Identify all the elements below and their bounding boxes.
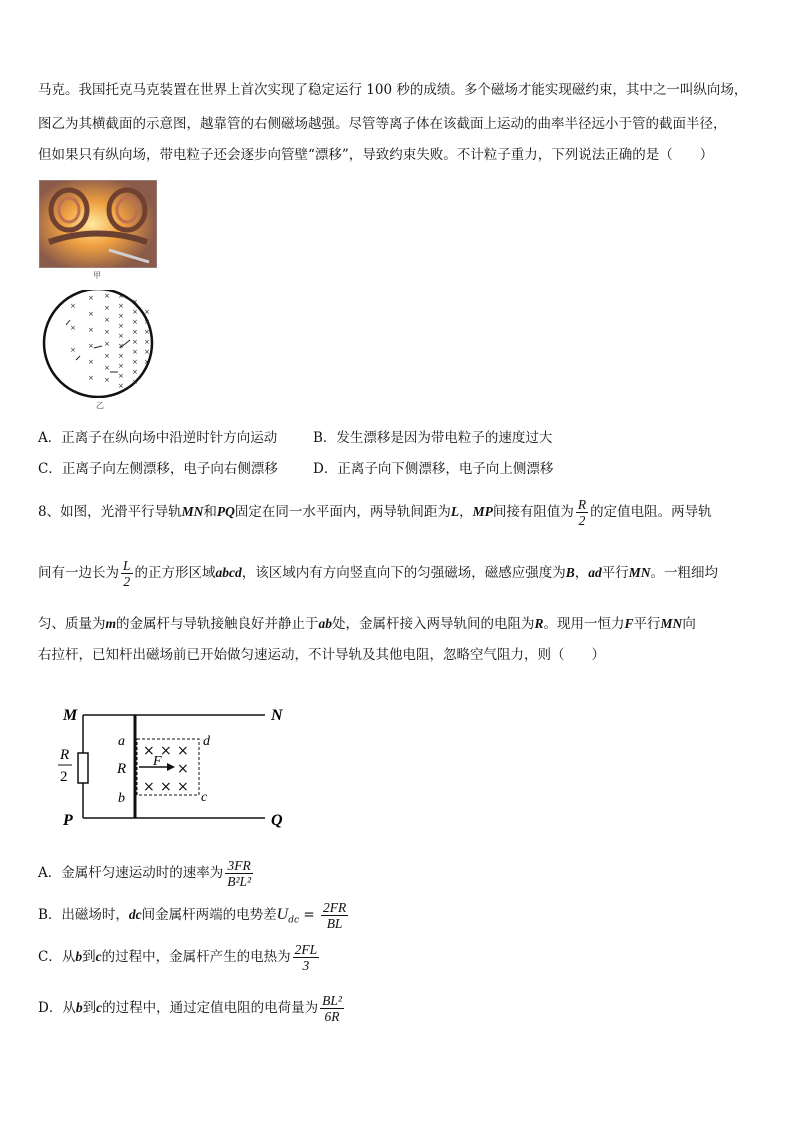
field-cross-mark: ×	[104, 364, 110, 372]
q7-stem-line3: 但如果只有纵向场，带电粒子还会逐步向管壁“漂移”，导致约束失败。不计粒子重力，下列说法正确的是（ ）	[38, 147, 714, 163]
q8-option-d: D．从b到c的过程中，通过定值电阻的电荷量为 $\frac{\text{BL²}}{6R}$	[38, 993, 342, 1024]
field-cross-mark: ×	[118, 372, 124, 380]
field-cross-mark: ×	[104, 304, 110, 312]
field-cross-mark: ×	[132, 378, 138, 386]
svg-text:×: ×	[177, 779, 189, 795]
field-cross-mark: ×	[118, 322, 124, 330]
label-c: c	[201, 790, 208, 805]
q7-option-c: C．正离子向左侧漂移，电子向右侧漂移	[38, 461, 278, 477]
field-cross-mark: ×	[70, 346, 76, 354]
field-cross-mark: ×	[104, 292, 110, 300]
svg-text:×: ×	[160, 743, 172, 759]
q8-option-c: C．从b到c的过程中，金属杆产生的电热为 $\frac{2FL}{3}$	[38, 942, 318, 973]
svg-text:×: ×	[143, 743, 155, 759]
label-d: d	[203, 734, 210, 749]
field-cross-mark: ×	[132, 368, 138, 376]
field-cross-mark: ×	[118, 332, 124, 340]
svg-text:×: ×	[177, 743, 189, 759]
cross-section-diagram	[40, 290, 162, 398]
q8-stem-line2: 间有一边长为 $\frac{L}{2}$ 的正方形区域abcd，该区域内有方向竖直向下的匀强磁场，磁感应强度为B，ad平行MN。一粗细均	[38, 558, 719, 589]
field-cross-mark: ×	[104, 376, 110, 384]
field-cross-mark: ×	[132, 338, 138, 346]
label-p: P	[63, 812, 73, 829]
field-cross-mark: ×	[118, 382, 124, 390]
field-cross-mark: ×	[144, 318, 150, 326]
field-cross-mark: ×	[144, 308, 150, 316]
q8-option-b: B．出磁场时，dc间金属杆两端的电势差$U_{dc}$ = $\frac{2FR}{BL}$	[38, 900, 347, 931]
field-cross-mark: ×	[88, 342, 94, 350]
field-cross-mark: ×	[88, 326, 94, 334]
field-cross-mark: ×	[132, 318, 138, 326]
tokamak-photo	[39, 180, 157, 268]
q7-option-a: A．正离子在纵向场中沿逆时针方向运动	[38, 430, 278, 446]
field-cross-mark: ×	[88, 310, 94, 318]
caption-yi: 乙	[96, 401, 104, 410]
label-r-rod: R	[117, 761, 127, 777]
field-cross-mark: ×	[144, 328, 150, 336]
q8-stem-line3: 匀、质量为m的金属杆与导轨接触良好并静止于ab处，金属杆接入两导轨间的电阻为R。现用一恒力F平行MN向	[38, 616, 696, 632]
field-cross-mark: ×	[132, 308, 138, 316]
q8-stem-line1: 8、如图，光滑平行导轨MN和PQ固定在同一水平面内，两导轨间距为L，MP间接有阻值为 $\frac{R}{2}$ 的定值电阻。两导轨	[38, 497, 712, 528]
rail-circuit-diagram	[55, 675, 305, 840]
label-n: N	[271, 707, 283, 724]
q7-option-d: D．正离子向下侧漂移，电子向上侧漂移	[313, 461, 554, 477]
field-cross-mark: ×	[104, 316, 110, 324]
field-cross-mark: ×	[132, 328, 138, 336]
field-cross-mark: ×	[118, 362, 124, 370]
field-cross-mark: ×	[118, 292, 124, 300]
field-cross-mark: ×	[70, 324, 76, 332]
label-r-frac-den: 2	[60, 769, 68, 785]
field-cross-mark: ×	[118, 302, 124, 310]
field-cross-mark: ×	[118, 352, 124, 360]
field-cross-mark: ×	[132, 298, 138, 306]
field-cross-mark: ×	[144, 358, 150, 366]
svg-text:×: ×	[177, 761, 189, 777]
field-cross-mark: ×	[88, 374, 94, 382]
field-cross-mark: ×	[88, 294, 94, 302]
label-q: Q	[271, 812, 283, 829]
field-cross-mark: ×	[132, 348, 138, 356]
caption-jia: 甲	[93, 271, 101, 280]
q7-option-b: B．发生漂移是因为带电粒子的速度过大	[313, 430, 553, 446]
field-cross-mark: ×	[104, 352, 110, 360]
field-cross-mark: ×	[104, 328, 110, 336]
fraction-l-over-2: $\frac{L}{2}$	[123, 558, 131, 589]
label-b: b	[118, 791, 125, 806]
q8-stem-line4: 右拉杆，已知杆出磁场前已开始做匀速运动，不计导轨及其他电阻，忽略空气阻力，则（ ）	[38, 647, 605, 663]
q7-stem-line1: 马克。我国托克马克装置在世界上首次实现了稳定运行 100 秒的成绩。多个磁场才能实现磁约束，其中之一叫纵向场，	[38, 82, 748, 98]
label-f: F	[153, 754, 162, 769]
field-cross-mark: ×	[118, 312, 124, 320]
svg-text:×: ×	[160, 779, 172, 795]
fraction-r-over-2: $\frac{R}{2}$	[577, 497, 587, 528]
field-cross-mark: ×	[88, 358, 94, 366]
field-cross-mark: ×	[104, 340, 110, 348]
label-r-frac-num: R	[60, 747, 70, 763]
field-cross-mark: ×	[70, 302, 76, 310]
field-cross-mark: ×	[132, 358, 138, 366]
q7-stem-line2: 图乙为其横截面的示意图，越靠管的右侧磁场越强。尽管等离子体在该截面上运动的曲率半径远小于管的截面半径，	[38, 116, 727, 132]
field-cross-mark: ×	[144, 348, 150, 356]
svg-text:×: ×	[143, 779, 155, 795]
label-m: M	[63, 707, 78, 724]
field-cross-mark: ×	[118, 342, 124, 350]
q8-option-a: A．金属杆匀速运动时的速率为 $\frac{3FR}{\text{B²L²}}$	[38, 858, 252, 889]
label-a: a	[118, 734, 125, 749]
field-cross-mark: ×	[144, 338, 150, 346]
